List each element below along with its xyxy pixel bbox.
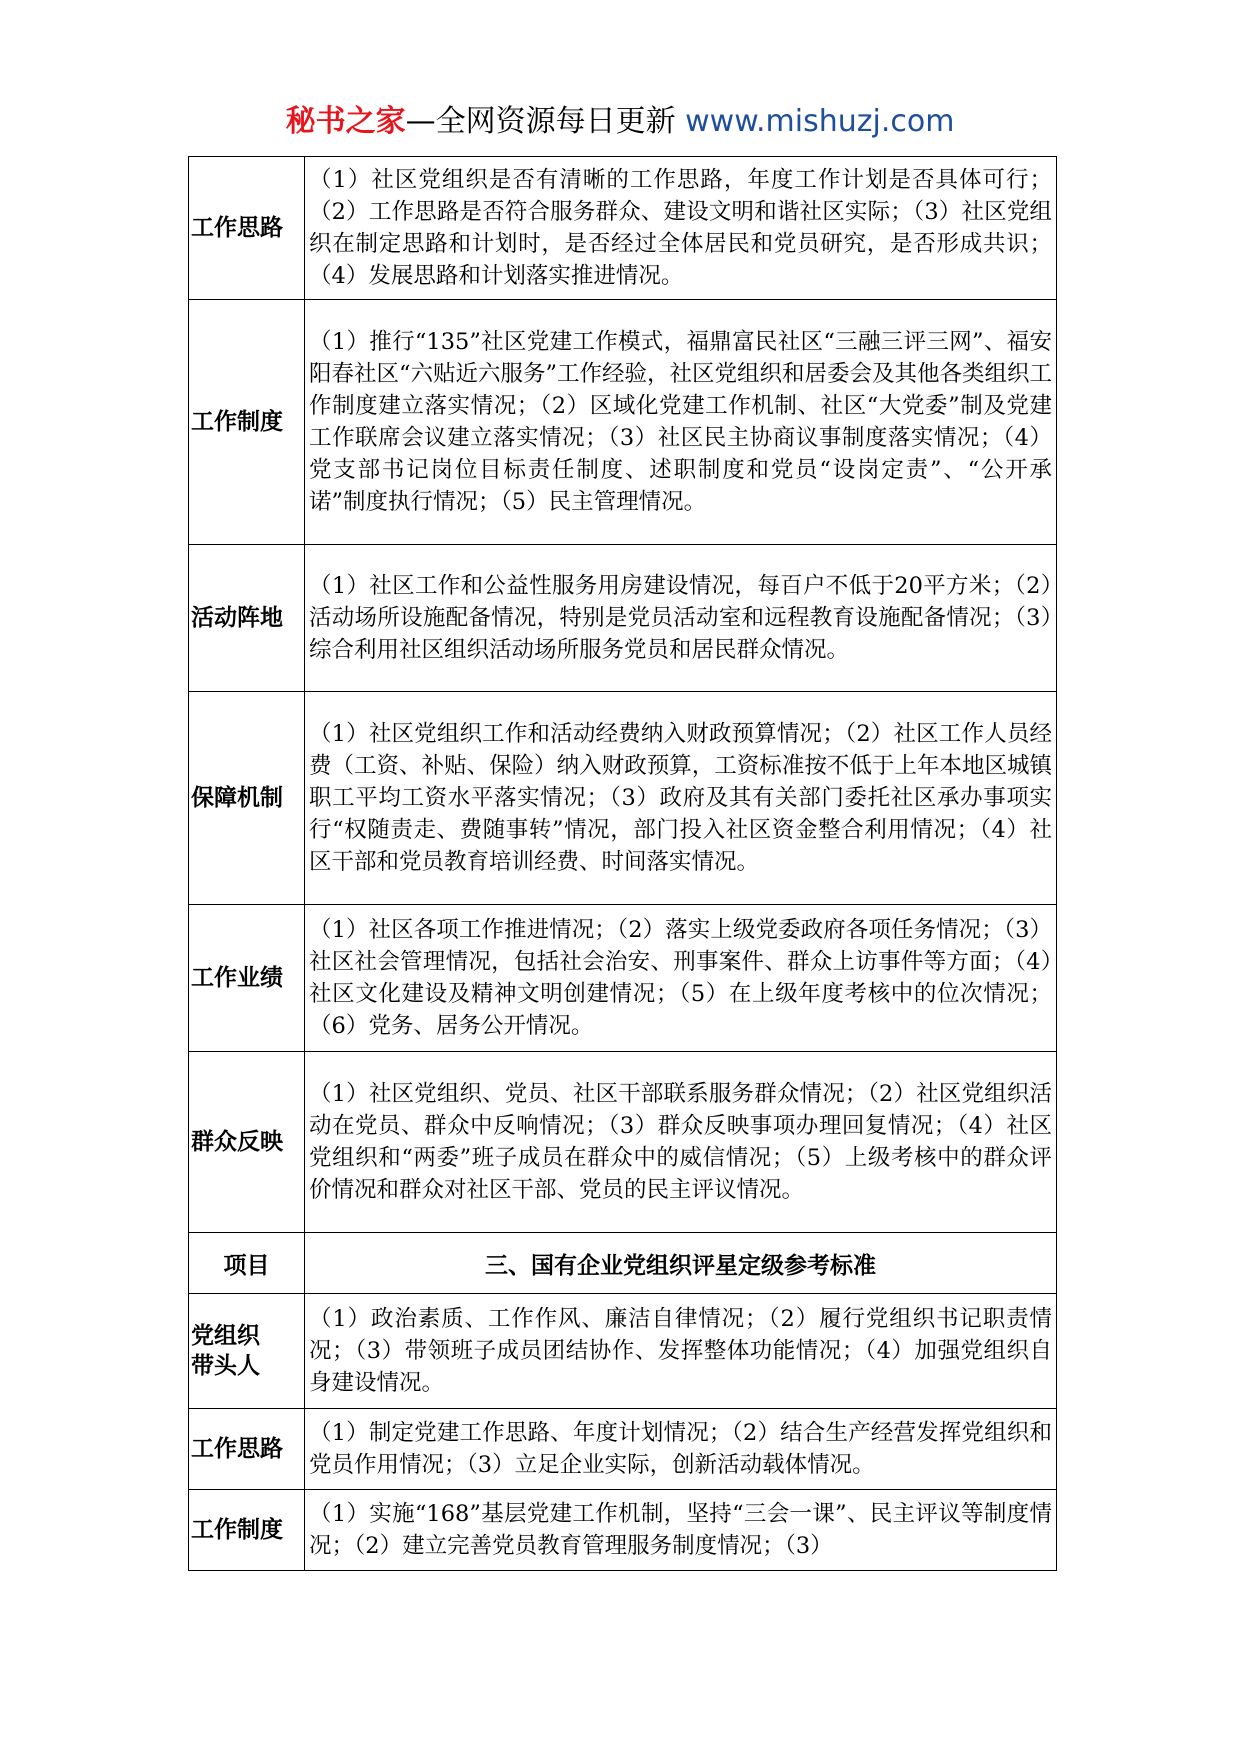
- brand-name: 秘书之家: [285, 104, 406, 139]
- table-row: [189, 300, 1057, 545]
- table-row: [189, 1294, 1057, 1409]
- row-label: 工作制度: [189, 300, 305, 545]
- table-row: [189, 157, 1057, 300]
- row-content: （1）社区党组织、党员、社区干部联系服务群众情况；（2）社区党组织活动在党员、群众中反响情况；（3）群众反映事项办理回复情况；（4）社区党组织和“两委”班子成员在群众中的威信情况；（5）上级考核中的群众评价情况和群众对社区干部、党员的民主评议情况。: [305, 1052, 1057, 1233]
- table-row: [189, 905, 1057, 1052]
- table-row: [189, 545, 1057, 692]
- standards-table: [188, 156, 1057, 1571]
- row-label: 党组织带头人: [189, 1294, 305, 1409]
- table-row: [189, 1490, 1057, 1571]
- header-slogan: —全网资源每日更新: [405, 104, 676, 139]
- row-content: （1）社区党组织工作和活动经费纳入财政预算情况；（2）社区工作人员经费（工资、补贴、保险）纳入财政预算，工资标准按不低于上年本地区城镇职工平均工资水平落实情况；（3）政府及其有关部门委托社区承办事项实行“权随责走、费随事转”情况，部门投入社区资金整合利用情况；（4）社区干部和党员教育培训经费、时间落实情况。: [305, 692, 1057, 905]
- site-url[interactable]: www.mishuzj.com: [685, 104, 955, 139]
- row-label: 保障机制: [189, 692, 305, 905]
- row-content: （1）推行“135”社区党建工作模式，福鼎富民社区“三融三评三网”、福安阳春社区“六贴近六服务”工作经验，社区党组织和居委会及其他各类组织工作制度建立落实情况；（2）区域化党建工作机制、社区“大党委”制及党建工作联席会议建立落实情况；（3）社区民主协商议事制度落实情况；（4）党支部书记岗位目标责任制度、述职制度和党员“设岗定责”、“公开承诺”制度执行情况；（5）民主管理情况。: [305, 300, 1057, 545]
- section-title: 三、国有企业党组织评星定级参考标准: [305, 1233, 1057, 1294]
- row-content: （1）政治素质、工作作风、廉洁自律情况；（2）履行党组织书记职责情况；（3）带领班子成员团结协作、发挥整体功能情况；（4）加强党组织自身建设情况。: [305, 1294, 1057, 1409]
- row-content: （1）实施“168”基层党建工作机制，坚持“三会一课”、民主评议等制度情况；（2）建立完善党员教育管理服务制度情况；（3）: [305, 1490, 1057, 1571]
- row-content: （1）社区工作和公益性服务用房建设情况，每百户不低于20平方米；（2）活动场所设施配备情况，特别是党员活动室和远程教育设施配备情况；（3）综合利用社区组织活动场所服务党员和居民群众情况。: [305, 545, 1057, 692]
- table-row: [189, 1052, 1057, 1233]
- row-label: 群众反映: [189, 1052, 305, 1233]
- row-label: 工作思路: [189, 157, 305, 300]
- section-header-row: [189, 1233, 1057, 1294]
- row-label: 工作思路: [189, 1409, 305, 1490]
- page-header: [0, 100, 1240, 144]
- row-content: （1）制定党建工作思路、年度计划情况；（2）结合生产经营发挥党组织和党员作用情况；（3）立足企业实际，创新活动载体情况。: [305, 1409, 1057, 1490]
- row-label: 工作制度: [189, 1490, 305, 1571]
- row-label: 活动阵地: [189, 545, 305, 692]
- row-label: 工作业绩: [189, 905, 305, 1052]
- table-row: [189, 692, 1057, 905]
- row-content: （1）社区各项工作推进情况；（2）落实上级党委政府各项任务情况；（3）社区社会管理情况，包括社会治安、刑事案件、群众上访事件等方面；（4）社区文化建设及精神文明创建情况；（5）在上级年度考核中的位次情况；（6）党务、居务公开情况。: [305, 905, 1057, 1052]
- table-row: [189, 1409, 1057, 1490]
- column-header-item: 项目: [189, 1233, 305, 1294]
- row-content: （1）社区党组织是否有清晰的工作思路，年度工作计划是否具体可行；（2）工作思路是否符合服务群众、建设文明和谐社区实际；（3）社区党组织在制定思路和计划时，是否经过全体居民和党员研究，是否形成共识；（4）发展思路和计划落实推进情况。: [305, 157, 1057, 300]
